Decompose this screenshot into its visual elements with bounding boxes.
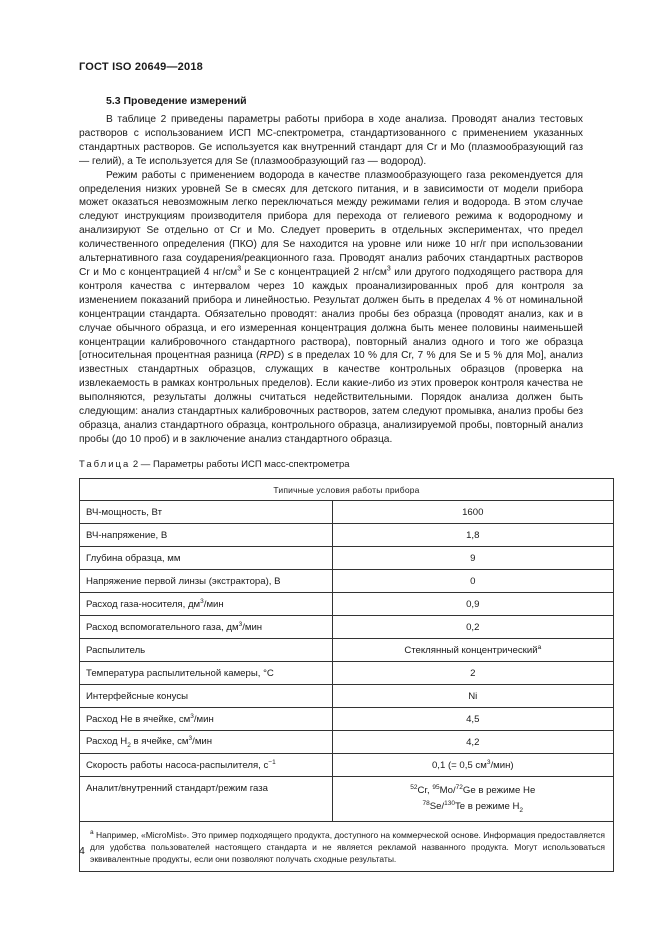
param-name: Напряжение первой линзы (экстрактора), В <box>80 570 333 593</box>
param-name: Интерфейсные конусы <box>80 685 333 708</box>
param-name: Аналит/внутренний стандарт/режим газа <box>80 777 333 822</box>
table-row <box>80 731 614 754</box>
param-name: Расход газа-носителя, $дм^3$/мин <box>80 593 333 616</box>
param-value: 0,9 <box>332 593 613 616</box>
standard-header: ГОСТ ISO 20649—2018 <box>79 61 203 73</box>
paragraph-1: В таблице 2 приведены параметры работы прибора в ходе анализа. Проводят анализ тестовых растворов с использованием ИСП МС-спектрометра, стандартизованного с применением указанных стандартных растворов. Ge используется как внутренний стандарт для Cr и Mo (плазмообразующий газ — гелий), а Te используется для Se (плазмообразующий газ — водород). <box>79 114 583 167</box>
param-name: Температура распылительной камеры, °С <box>80 662 333 685</box>
rpd-abbr: RPD <box>259 350 281 362</box>
table-row <box>80 708 614 731</box>
param-name: Расход вспомогательного газа, $дм^3$/мин <box>80 616 333 639</box>
table-row <box>80 777 614 822</box>
param-value: 1,8 <box>332 524 613 547</box>
page-number: 4 <box>79 845 85 857</box>
param-name: ВЧ-мощность, Вт <box>80 501 333 524</box>
param-name: Скорость работы насоса-распылителя, $с^{-1}$ <box>80 754 333 777</box>
param-value: 0,2 <box>332 616 613 639</box>
table-row <box>80 685 614 708</box>
table-row <box>80 547 614 570</box>
table-row <box>80 662 614 685</box>
param-value: 1600 <box>332 501 613 524</box>
param-name: Расход Не в ячейке, $см^3$/мин <box>80 708 333 731</box>
param-value: Стеклянный концентрический$^a$ <box>332 639 613 662</box>
table-row <box>80 593 614 616</box>
table-row <box>80 501 614 524</box>
param-value: 2 <box>332 662 613 685</box>
param-value: Ni <box>332 685 613 708</box>
param-name: Глубина образца, мм <box>80 547 333 570</box>
param-value: 4,2 <box>332 731 613 754</box>
table-footnote: $^a$ Например, «MicroMist». Это пример подходящего продукта, доступного на коммерческой основе. Информация предоставляется для удобства пользователей настоящего стандарта и не является рекламой названного продукта. Могут использоваться эквивалентные продукты, если они позволяют получать сходные результаты. <box>80 822 614 872</box>
table-row <box>80 524 614 547</box>
table-row <box>80 754 614 777</box>
table-caption: Таблица 2 — Параметры работы ИСП масс-спектрометра <box>79 459 350 470</box>
param-value <box>332 777 613 822</box>
table-row <box>80 570 614 593</box>
table-footnote-row <box>80 822 614 872</box>
section-title: 5.3 Проведение измерений <box>106 95 247 107</box>
analyte-line-he: $^{52}$Cr, $^{95}$Mo/$^{72}$Ge в режиме He <box>410 783 536 797</box>
param-name: Расход $Н_2$ в ячейке, $см^3$/мин <box>80 731 333 754</box>
table-header-row <box>80 479 614 501</box>
analyte-line-h2: $^{78}$Se/$^{130}$Te в режиме $H_2$ <box>422 800 524 815</box>
table-row <box>80 639 614 662</box>
section-body <box>79 113 583 447</box>
param-name: ВЧ-напряжение, В <box>80 524 333 547</box>
table-header: Типичные условия работы прибора <box>80 479 614 501</box>
paragraph-2: Режим работы с применением водорода в качестве плазмообразующего газа рекомендуется для определения низких уровней Se в смесях для детского питания, и в зависимости от модели прибора может оказаться невозможным легко переключаться между режимами гелия и водорода. В этом случае следуют инструкциям производителя прибора для перехода от гелиевого режима к водородному и анализируют Se отдельно от Cr и Mo. Следует проверить в отдельных экспериментах, что предел количественного определения (ПКО) для Se находится на уровне или ниже 10 нг/г при использовании альтернативного газа соударения/реакционного газа. Проводят анализ рабочих стандартных растворов Cr и Mo с концентрацией 4 $нг/см^3$ и Se с концентрацией 2 $нг/см^3$ или другого подходящего раствора для контроля качества с интервалом через 10 каждых проанализированных проб для контроля за изменением показаний прибора и линейностью. Результат должен быть в пределах 4 % от номинальной концентрации стандарта. Обязательно проводят: анализ пробы без образца (проводят анализ, как и в случае обычного образца, и его измеренная концентрация должна быть менее половины наименьшей концентрации калибровочного стандартного раствора), повторный анализ одного и того же образца [относительная процентная разница (RPD) ≤ в пределах 10 % для Cr, 7 % для Se и 5 % для Mo], анализ известных стандартных образцов, служащих в качестве контрольных образцов (проверка на извлекаемость в рамках контрольных пределов). Если какие-либо из этих проверок контроля качества не выполняются, результаты должны считаться недействительными. Порядок анализа должен быть следующим: анализ стандартных калибровочных растворов, затем следуют промывка, анализ пробы без образца, анализ стандартного образца, контрольного образца, анализируемой пробы, повторный анализ пробы (до 10 проб) и в заключение анализ стандартного образца. <box>79 169 583 445</box>
table-row <box>80 616 614 639</box>
param-name: Распылитель <box>80 639 333 662</box>
parameters-table <box>79 478 614 872</box>
param-value: 9 <box>332 547 613 570</box>
param-value: 0,1 (= 0,5 $см^3/мин$) <box>332 754 613 777</box>
param-value: 4,5 <box>332 708 613 731</box>
param-value: 0 <box>332 570 613 593</box>
